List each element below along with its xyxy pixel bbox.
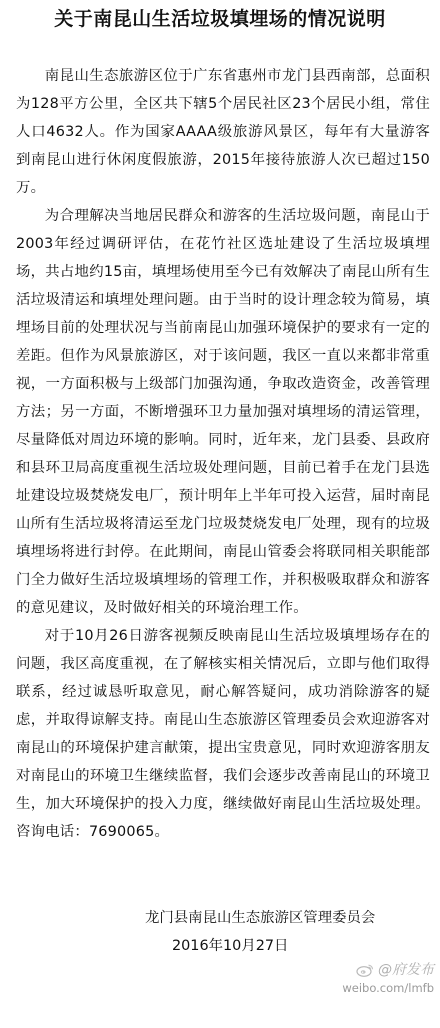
signature-organization: 龙门县南昆山生态旅游区管理委员会 — [145, 910, 376, 926]
document-body — [16, 62, 430, 846]
paragraph-intro: 南昆山生态旅游区位于广东省惠州市龙门县西南部，总面积为128平方公里，全区共下辖5个居民社区23个居民小组，常住人口4632人。作为国家AAAA级旅游风景区，每年有大量游客到南昆山进行休闲度假旅游，2015年接待旅游人次已超过150万。 — [16, 68, 430, 196]
weibo-watermark — [324, 961, 434, 997]
watermark-handle: @府发布 — [378, 962, 434, 978]
watermark-url: weibo.com/lmfb — [342, 981, 434, 995]
watermark-handle-row — [324, 961, 434, 979]
document-title: 关于南昆山生活垃圾填埋场的情况说明 — [54, 8, 386, 30]
signature-date: 2016年10月27日 — [172, 938, 289, 954]
paragraph-response: 对于10月26日游客视频反映南昆山生活垃圾填埋场存在的问题，我区高度重视，在了解核实相关情况后，立即与他们取得联系，经过诚恳听取意见，耐心解答疑问，成功消除游客的疑虑，并取得谅解支持。南昆山生态旅游区管理委员会欢迎游客对南昆山的环境保护建言献策，提出宝贵意见，同时欢迎游客朋友对南昆山的环境卫生继续监督，我们会逐步改善南昆山的环境卫生，加大环境保护的投入力度，继续做好南昆山生活垃圾处理。咨询电话：7690065。 — [16, 628, 430, 840]
weibo-icon — [356, 963, 374, 977]
paragraph-landfill-history: 为合理解决当地居民群众和游客的生活垃圾问题，南昆山于2003年经过调研评估，在花竹社区选址建设了生活垃圾填埋场，共占地约15亩，填埋场使用至今已有效解决了南昆山所有生活垃圾清运和填埋处理问题。由于当时的设计理念较为简易，填埋场目前的处理状况与当前南昆山加强环境保护的要求有一定的差距。但作为风景旅游区，对于该问题，我区一直以来都非常重视，一方面积极与上级部门加强沟通，争取改造资金，改善管理方法；另一方面，不断增强环卫力量加强对填埋场的清运管理，尽量降低对周边环境的影响。同时，近年来，龙门县委、县政府和县环卫局高度重视生活垃圾处理问题，目前已着手在龙门县选址建设垃圾焚烧发电厂，预计明年上半年可投入运营，届时南昆山所有生活垃圾将清运至龙门垃圾焚烧发电厂处理，现有的垃圾填埋场将进行封停。在此期间，南昆山管委会将联同相关职能部门全力做好生活垃圾填埋场的管理工作，并积极吸取群众和游客的意见建议，及时做好相关的环境治理工作。 — [16, 208, 430, 616]
